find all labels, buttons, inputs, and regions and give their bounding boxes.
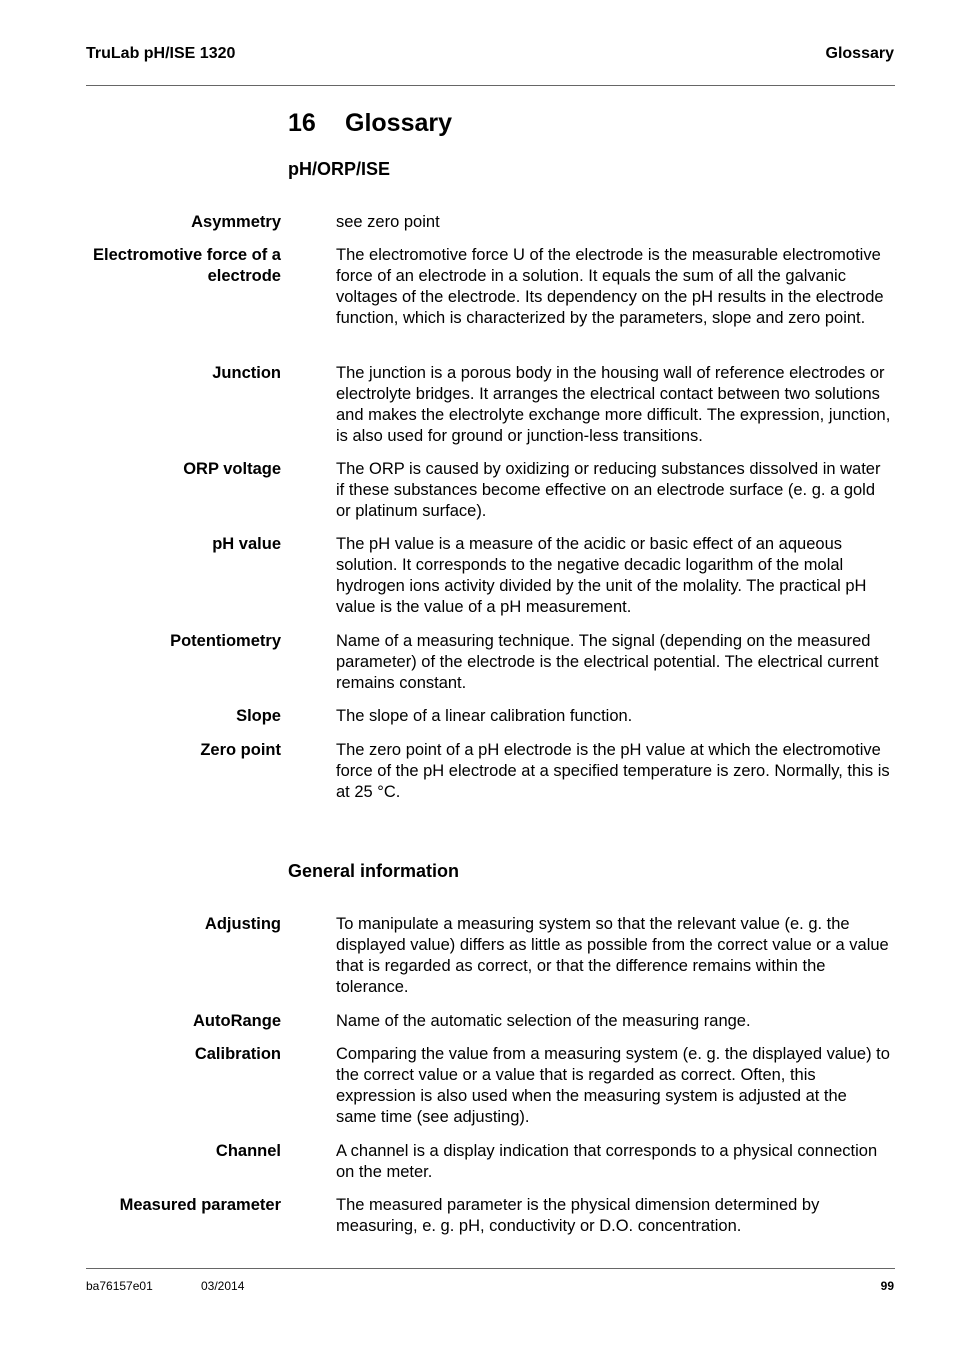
glossary-entry	[86, 631, 895, 706]
glossary-entry	[86, 1195, 895, 1249]
glossary-term: Zero point	[200, 741, 281, 759]
glossary-definition: see zero point	[336, 213, 440, 231]
glossary-definition: The ORP is caused by oxidizing or reducing substances dissolved in water if these substances become effective on an electrode surface (e. g. a gold or platinum surface).	[336, 460, 881, 520]
glossary-definition: The measured parameter is the physical dimension determined by measuring, e. g. pH, conductivity or D.O. concentration.	[336, 1196, 820, 1235]
glossary-entry	[86, 1141, 895, 1195]
glossary-entry	[86, 534, 895, 631]
chapter-heading	[288, 108, 452, 138]
glossary-entry	[86, 459, 895, 534]
glossary-definition: The slope of a linear calibration function.	[336, 707, 633, 725]
glossary-term: Junction	[212, 364, 281, 382]
glossary-list-general-information	[86, 914, 895, 1249]
glossary-definition: Name of a measuring technique. The signal (depending on the measured parameter) of the electrode is the electrical potential. The electrical current remains constant.	[336, 632, 879, 692]
glossary-entry	[86, 914, 895, 1011]
glossary-entry	[86, 1011, 895, 1044]
footer-doc-id: ba76157e01	[86, 1279, 153, 1293]
glossary-entry	[86, 245, 895, 363]
glossary-definition: The pH value is a measure of the acidic or basic effect of an aqueous solution. It corresponds to the negative decadic logarithm of the molal hydrogen ions activity divided by the unit of the molality. The practical pH value is the value of a pH measurement.	[336, 535, 867, 616]
glossary-term: Measured parameter	[119, 1196, 281, 1214]
section-heading-ph-orp-ise: pH/ORP/ISE	[288, 159, 391, 179]
chapter-number: 16	[288, 109, 316, 137]
glossary-definition: The zero point of a pH electrode is the pH value at which the electromotive force of the pH electrode at a specified temperature is zero. Normally, this is at 25 °C.	[336, 741, 890, 801]
header-rule	[86, 85, 895, 86]
glossary-definition: The electromotive force U of the electrode is the measurable electromotive force of an electrode in a solution. It equals the sum of all the galvanic voltages of the electrode. Its dependency on the pH results in the electrode function, which is characterized by the parameters, slope and zero point.	[336, 246, 884, 327]
glossary-term: Calibration	[194, 1045, 281, 1063]
section-heading-general-information: General information	[288, 861, 460, 881]
header-section: Glossary	[825, 45, 894, 62]
glossary-term: Potentiometry	[170, 632, 281, 650]
chapter-title: Glossary	[345, 109, 453, 137]
glossary-term: AutoRange	[193, 1012, 281, 1030]
glossary-definition: Comparing the value from a measuring system (e. g. the displayed value) to the correct value or a value that is regarded as correct. Often, this expression is also used when the measuring system is adjusted at the same time (see adjusting).	[336, 1045, 890, 1126]
glossary-term: ORP voltage	[183, 460, 281, 478]
glossary-entry	[86, 363, 895, 459]
glossary-entry	[86, 1044, 895, 1141]
glossary-entry	[86, 740, 895, 803]
glossary-entry	[86, 212, 895, 245]
glossary-definition: To manipulate a measuring system so that the relevant value (e. g. the displayed value) differs as little as possible from the correct value or a value that is regarded as correct, or that the difference remains within the tolerance.	[336, 915, 889, 996]
glossary-definition: Name of the automatic selection of the measuring range.	[336, 1012, 751, 1030]
header-product: TruLab pH/ISE 1320	[86, 45, 236, 62]
glossary-term: Asymmetry	[191, 213, 281, 231]
footer-rule	[86, 1268, 895, 1269]
glossary-term: Slope	[236, 707, 281, 725]
glossary-list-ph-orp-ise	[86, 212, 895, 803]
glossary-term: Adjusting	[204, 915, 281, 933]
glossary-entry	[86, 706, 895, 740]
glossary-term: Channel	[215, 1142, 281, 1160]
glossary-term: pH value	[212, 535, 281, 553]
footer-date: 03/2014	[201, 1279, 245, 1293]
glossary-definition: The junction is a porous body in the housing wall of reference electrodes or electrolyte bridges. It arranges the electrical contact between two solutions and makes the electrolyte exchange more difficult. The expression, junction, is also used for ground or junction-less transitions.	[336, 364, 891, 445]
glossary-term: Electromotive force of a electrode	[93, 246, 281, 285]
page-number: 99	[880, 1279, 894, 1293]
glossary-definition: A channel is a display indication that corresponds to a physical connection on the meter.	[336, 1142, 878, 1181]
